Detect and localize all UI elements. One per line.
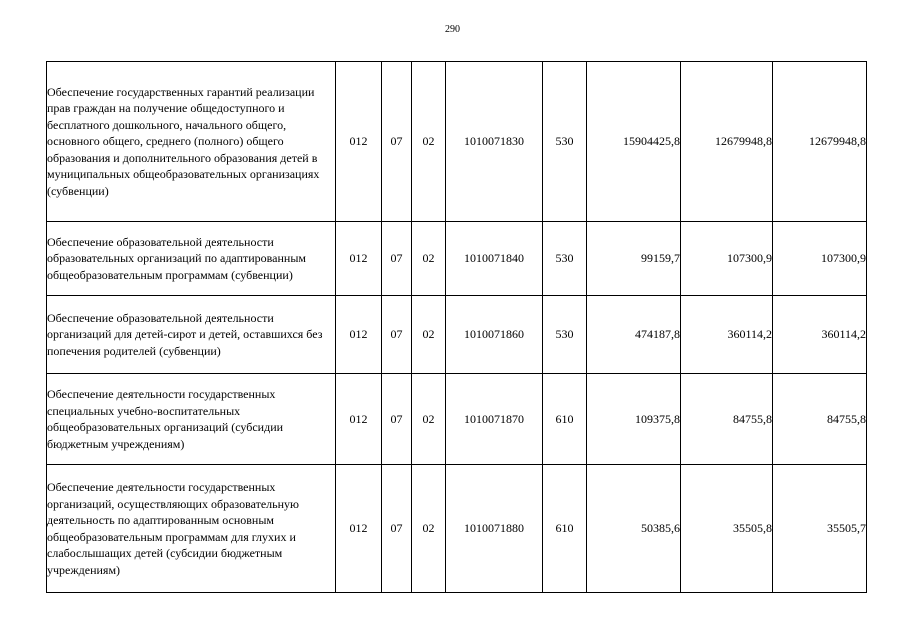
table-row [47, 374, 867, 465]
table-row [47, 296, 867, 374]
amount-2: 12679948,8 [681, 62, 773, 222]
ministry-code: 012 [336, 62, 382, 222]
expense-type-code: 530 [543, 62, 587, 222]
expense-description: Обеспечение деятельности государственных организаций, осуществляющих образовательную деятельность по адаптированным основным общеобразовательным программам для глухих и слабослышащих детей (субсидии бюджетным учреждениям) [47, 465, 336, 593]
ministry-code: 012 [336, 296, 382, 374]
amount-3: 360114,2 [773, 296, 867, 374]
page-number: 290 [445, 24, 460, 35]
target-article-code: 1010071830 [446, 62, 543, 222]
table-row [47, 62, 867, 222]
amount-3: 35505,7 [773, 465, 867, 593]
target-article-code: 1010071860 [446, 296, 543, 374]
amount-3: 84755,8 [773, 374, 867, 465]
table-row [47, 222, 867, 296]
amount-2: 35505,8 [681, 465, 773, 593]
amount-2: 107300,9 [681, 222, 773, 296]
amount-1: 99159,7 [587, 222, 681, 296]
amount-1: 15904425,8 [587, 62, 681, 222]
table-row [47, 465, 867, 593]
amount-1: 50385,6 [587, 465, 681, 593]
expense-description: Обеспечение образовательной деятельности организаций для детей-сирот и детей, оставшихся без попечения родителей (субвенции) [47, 296, 336, 374]
expense-description: Обеспечение деятельности государственных специальных учебно-воспитательных общеобразовательных организаций (субсидии бюджетным учреждениям) [47, 374, 336, 465]
expense-type-code: 610 [543, 465, 587, 593]
section-code: 07 [382, 465, 412, 593]
expense-description: Обеспечение образовательной деятельности образовательных организаций по адаптированным общеобразовательным программам (субвенции) [47, 222, 336, 296]
amount-1: 474187,8 [587, 296, 681, 374]
amount-2: 84755,8 [681, 374, 773, 465]
section-code: 07 [382, 374, 412, 465]
expense-type-code: 610 [543, 374, 587, 465]
subsection-code: 02 [412, 222, 446, 296]
ministry-code: 012 [336, 374, 382, 465]
budget-table [46, 61, 867, 593]
subsection-code: 02 [412, 374, 446, 465]
amount-1: 109375,8 [587, 374, 681, 465]
ministry-code: 012 [336, 465, 382, 593]
target-article-code: 1010071880 [446, 465, 543, 593]
subsection-code: 02 [412, 296, 446, 374]
amount-2: 360114,2 [681, 296, 773, 374]
section-code: 07 [382, 222, 412, 296]
expense-type-code: 530 [543, 222, 587, 296]
ministry-code: 012 [336, 222, 382, 296]
expense-type-code: 530 [543, 296, 587, 374]
subsection-code: 02 [412, 62, 446, 222]
target-article-code: 1010071870 [446, 374, 543, 465]
amount-3: 12679948,8 [773, 62, 867, 222]
section-code: 07 [382, 62, 412, 222]
amount-3: 107300,9 [773, 222, 867, 296]
section-code: 07 [382, 296, 412, 374]
target-article-code: 1010071840 [446, 222, 543, 296]
expense-description: Обеспечение государственных гарантий реализации прав граждан на получение общедоступного и бесплатного дошкольного, начального общего, основного общего, среднего (полного) общего образования и дополнительного образования детей в муниципальных общеобразовательных организациях (субвенции) [47, 62, 336, 222]
subsection-code: 02 [412, 465, 446, 593]
